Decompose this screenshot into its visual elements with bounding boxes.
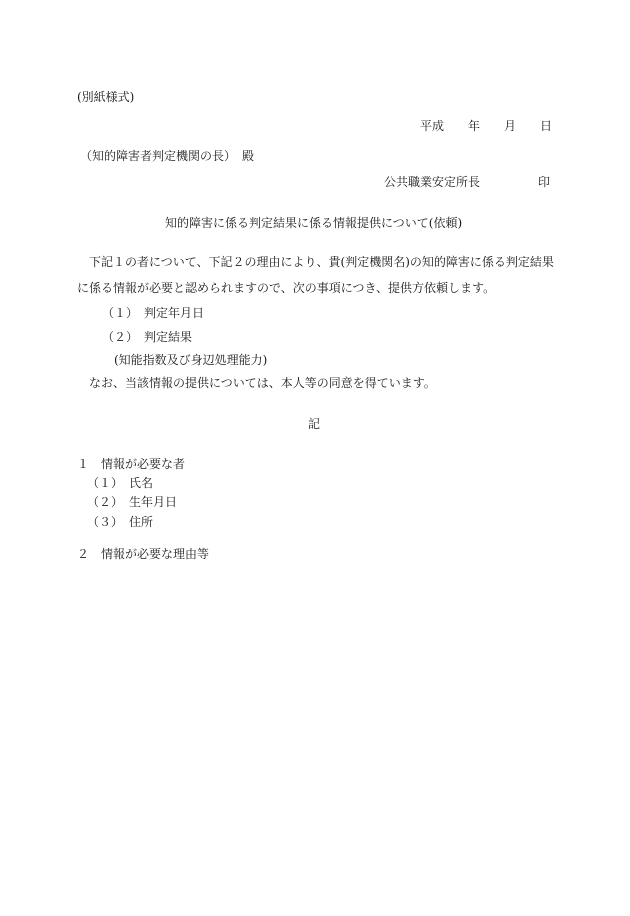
- seal-mark: 印: [538, 175, 551, 189]
- form-label: (別紙様式): [77, 90, 135, 104]
- request-item-2: （２） 判定結果: [102, 330, 193, 344]
- consent-statement: なお、当該情報の提供については、本人等の同意を得ています。: [89, 376, 436, 390]
- addressee: （知的障害者判定機関の長） 殿: [80, 149, 255, 163]
- date-era: 平成: [420, 119, 445, 133]
- ki-heading: 記: [308, 417, 321, 431]
- date-line: [420, 120, 552, 132]
- subject-title: 知的障害に係る判定結果に係る情報提供について(依頼): [165, 216, 463, 230]
- section-1-item-birthdate: （２） 生年月日: [87, 495, 178, 509]
- date-month-unit: 月: [504, 119, 517, 133]
- section-2-heading: ２ 情報が必要な理由等: [77, 547, 210, 561]
- section-1-heading: １ 情報が必要な者: [77, 457, 186, 471]
- body-line-1: 下記１の者について、下記２の理由により、貴(判定機関名)の知的障害に係る判定結果: [89, 255, 554, 269]
- section-1-item-address: （３） 住所: [87, 515, 154, 529]
- date-day-unit: 日: [540, 119, 553, 133]
- request-item-2-note: (知能指数及び身辺処理能力): [114, 353, 268, 367]
- sender-name: 公共職業安定所長: [384, 175, 481, 189]
- body-line-2: に係る情報が必要と認められますので、次の事項につき、提供方依頼します。: [77, 281, 496, 295]
- date-year-unit: 年: [468, 119, 481, 133]
- sender-line: [384, 176, 550, 188]
- request-item-1: （１） 判定年月日: [102, 306, 205, 320]
- section-1-item-name: （１） 氏名: [87, 476, 154, 490]
